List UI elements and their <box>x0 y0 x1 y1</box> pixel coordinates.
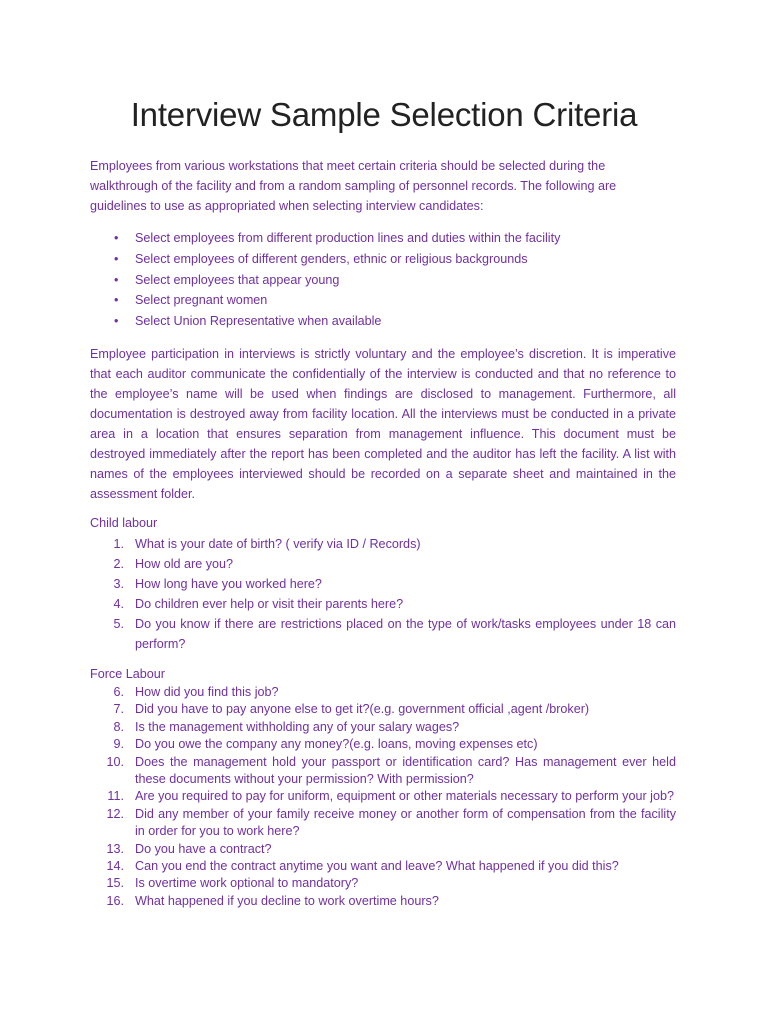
question-text: Is the management withholding any of your salary wages? <box>135 719 460 734</box>
question-number: 13. <box>106 841 124 856</box>
question-number: 2. <box>113 557 124 571</box>
list-item-text: Select employees that appear young <box>135 272 340 287</box>
child-labour-questions <box>90 534 676 654</box>
question-number: 15. <box>106 876 124 891</box>
question-item <box>90 875 676 892</box>
question-number: 11. <box>107 789 124 804</box>
list-item <box>90 249 676 270</box>
question-text: What happened if you decline to work overtime hours? <box>135 893 439 908</box>
question-number: 6. <box>113 685 124 699</box>
list-item <box>90 228 676 249</box>
question-number: 1. <box>113 537 124 551</box>
question-item <box>90 893 676 910</box>
question-number: 4. <box>113 597 124 611</box>
question-text: How old are you? <box>135 557 234 571</box>
question-item <box>90 684 676 701</box>
list-item-text: Select employees from different production lines and duties within the facility <box>135 231 561 245</box>
question-text: Does the management hold your passport or identification card? Has management ever held these documents without your permission? With permission? <box>135 754 676 787</box>
question-number: 8. <box>113 719 124 734</box>
question-item <box>90 806 676 841</box>
question-text: Do you know if there are restrictions placed on the type of work/tasks employees under 18 can perform? <box>135 617 676 651</box>
question-item <box>90 858 676 875</box>
question-number: 10. <box>106 754 124 769</box>
question-text: Do you have a contract? <box>135 841 272 856</box>
question-text: Do you owe the company any money?(e.g. loans, moving expenses etc) <box>135 737 538 752</box>
question-number: 9. <box>113 737 124 752</box>
question-item <box>90 614 676 654</box>
question-item <box>90 736 676 753</box>
section-heading-force-labour: Force Labour <box>90 667 165 681</box>
question-number: 14. <box>106 859 124 874</box>
question-item <box>90 701 676 718</box>
question-number: 7. <box>113 702 124 717</box>
question-number: 5. <box>113 617 124 631</box>
list-item-text: Select employees of different genders, ethnic or religious backgrounds <box>135 251 528 266</box>
list-item-text: Select Union Representative when available <box>135 314 382 329</box>
bullet-icon: • <box>114 293 119 308</box>
question-number: 12. <box>106 806 124 821</box>
question-item <box>90 788 676 805</box>
list-item <box>90 311 676 332</box>
list-item-text: Select pregnant women <box>135 293 268 308</box>
question-text: Can you end the contract anytime you want and leave? What happened if you did this? <box>135 859 619 874</box>
intro-paragraph: Employees from various workstations that meet certain criteria should be selected during the walkthrough of the facility and from a random sampling of personnel records. The following are guidelines to use as appropriated when selecting interview candidates: <box>90 159 617 213</box>
question-text: How did you find this job? <box>135 685 279 699</box>
bullet-icon: • <box>114 231 119 245</box>
selection-criteria-list <box>90 228 676 332</box>
force-labour-questions <box>90 684 676 910</box>
question-item <box>90 574 676 594</box>
bullet-icon: • <box>114 272 119 287</box>
question-item <box>90 554 676 574</box>
bullet-icon: • <box>114 314 119 329</box>
question-item <box>90 534 676 554</box>
question-text: Did you have to pay anyone else to get it?(e.g. government official ,agent /broker) <box>135 702 590 717</box>
list-item <box>90 270 676 291</box>
question-item <box>90 719 676 736</box>
question-text: Did any member of your family receive money or another form of compensation from the facility in order for you to work here? <box>135 806 676 839</box>
question-text: Do children ever help or visit their parents here? <box>135 597 404 611</box>
list-item <box>90 290 676 311</box>
question-item <box>90 841 676 858</box>
bullet-icon: • <box>114 251 119 266</box>
question-number: 16. <box>106 893 124 908</box>
question-item <box>90 594 676 614</box>
question-text: What is your date of birth? ( verify via ID / Records) <box>135 537 421 551</box>
page-title: Interview Sample Selection Criteria <box>130 96 638 133</box>
question-item <box>90 754 676 789</box>
question-text: Are you required to pay for uniform, equipment or other materials necessary to perform your job? <box>135 789 674 804</box>
question-text: How long have you worked here? <box>135 577 322 591</box>
section-heading-child-labour: Child labour <box>90 516 158 530</box>
question-number: 3. <box>113 577 124 591</box>
participation-paragraph: Employee participation in interviews is strictly voluntary and the employee’s discretion. It is imperative that each auditor communicate the confidentially of the interview is conducted and that no reference to the employee’s name will be used when findings are disclosed to management. Furthermore, all documentation is destroyed away from facility location. All the interviews must be conducted in a private area in a location that ensures separation from management influence. This document must be destroyed immediately after the report has been completed and the auditor has left the facility. A list with names of the employees interviewed should be recorded on a separate sheet and maintained in the assessment folder. <box>90 347 676 501</box>
question-text: Is overtime work optional to mandatory? <box>135 876 359 891</box>
